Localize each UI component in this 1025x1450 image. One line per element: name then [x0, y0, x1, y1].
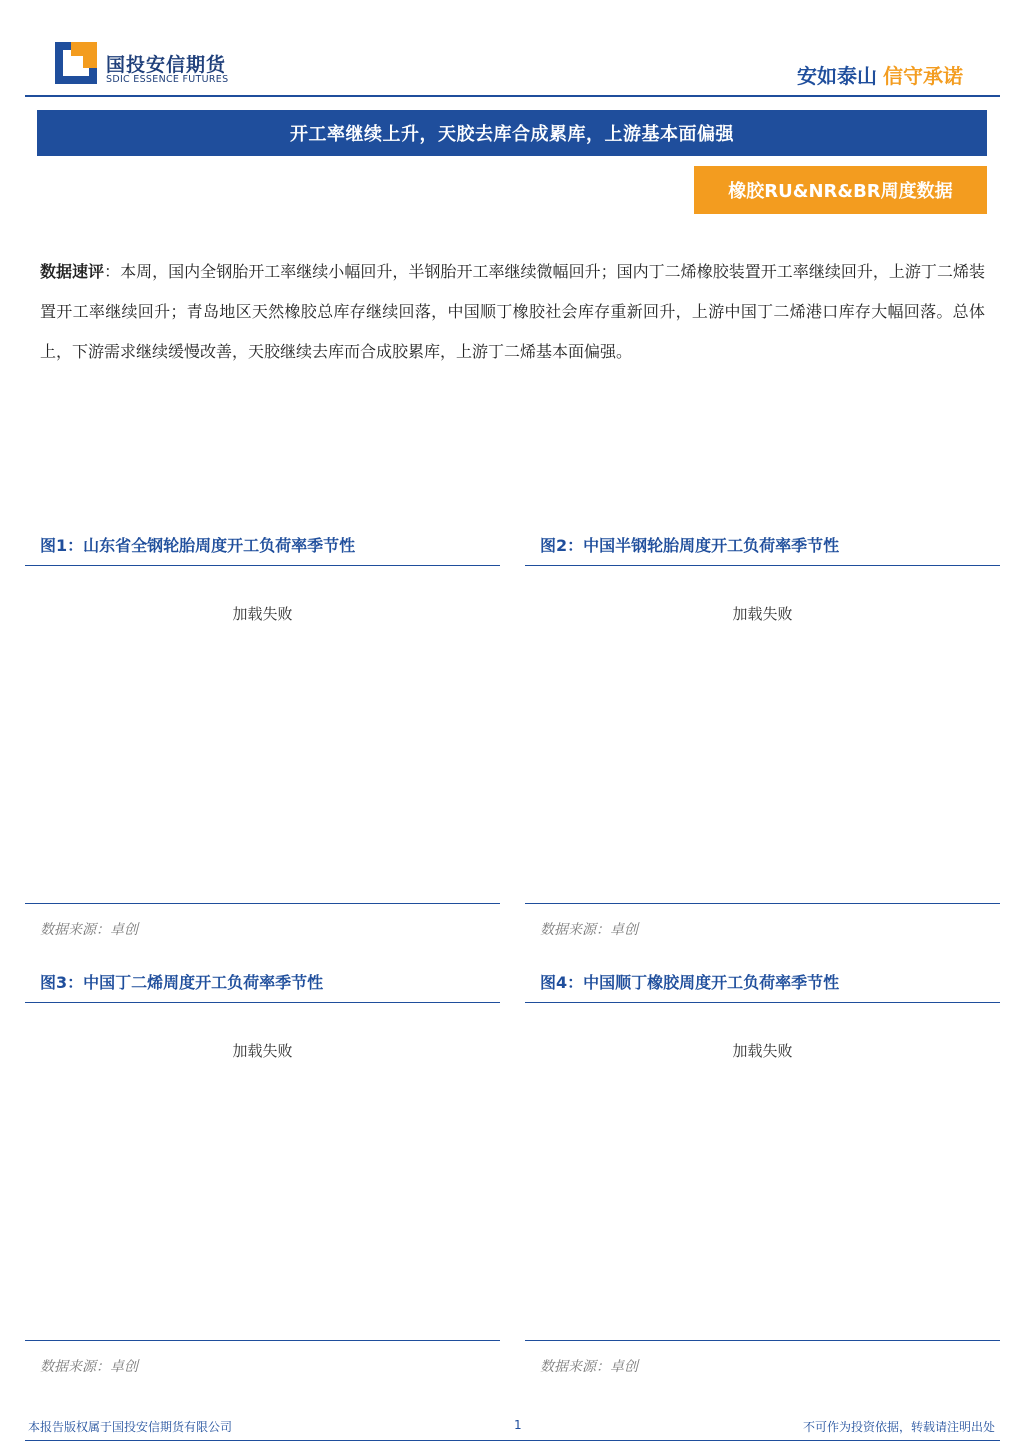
figure-top-rule: [25, 565, 500, 566]
brand-name-en: SDIC ESSENCE FUTURES: [106, 74, 229, 85]
company-logo: [55, 42, 97, 84]
report-title: 开工率继续上升，天胶去库合成累库，上游基本面偏强: [37, 110, 987, 156]
figure-bottom-rule: [25, 903, 500, 904]
footer-divider: [25, 1440, 1000, 1441]
figure-title: 图4：中国顺丁橡胶周度开工负荷率季节性: [540, 973, 840, 992]
summary-lead: 数据速评: [40, 262, 105, 281]
figure-source: 数据来源：卓创: [540, 1359, 638, 1375]
summary-paragraph: [40, 252, 985, 372]
figure-load-failed-text: 加载失败: [732, 605, 793, 623]
header-divider: [25, 95, 1000, 97]
figure-bottom-rule: [25, 1340, 500, 1341]
figure-source: 数据来源：卓创: [40, 922, 138, 938]
figure-top-rule: [525, 1002, 1000, 1003]
figure-source: 数据来源：卓创: [540, 922, 638, 938]
figure-top-rule: [525, 565, 1000, 566]
figure-title: 图3：中国丁二烯周度开工负荷率季节性: [40, 973, 324, 992]
figure-load-failed-text: 加载失败: [232, 605, 293, 623]
slogan: [797, 60, 963, 89]
footer-copyright: 本报告版权属于国投安信期货有限公司: [28, 1420, 233, 1434]
figure-load-failed-text: 加载失败: [732, 1042, 793, 1060]
figure-3: [25, 970, 500, 1390]
figure-bottom-rule: [525, 1340, 1000, 1341]
figure-title: 图2：中国半钢轮胎周度开工负荷率季节性: [540, 536, 840, 555]
report-category-tag: 橡胶RU&NR&BR周度数据: [694, 166, 987, 214]
footer-disclaimer: 不可作为投资依据，转载请注明出处: [802, 1420, 995, 1434]
figure-1: [25, 533, 500, 953]
figure-source: 数据来源：卓创: [40, 1359, 138, 1375]
brand-name-cn: 国投安信期货: [106, 54, 227, 76]
figure-bottom-rule: [525, 903, 1000, 904]
figure-2: [525, 533, 1000, 953]
slogan-part1: 安如泰山: [797, 64, 877, 88]
figure-4: [525, 970, 1000, 1390]
slogan-part2: 信守承诺: [883, 64, 963, 88]
summary-text: ：本周，国内全钢胎开工率继续小幅回升，半钢胎开工率继续微幅回升；国内丁二烯橡胶装置开工率继续回升，上游丁二烯装置开工率继续回升；青岛地区天然橡胶总库存继续回落，中国顺丁橡胶社会库存重新回升，上游中国丁二烯港口库存大幅回落。总体上，下游需求继续缓慢改善，天胶继续去库而合成胶累库，上游丁二烯基本面偏强。: [40, 262, 985, 361]
footer-page-number: 1: [514, 1418, 522, 1432]
figure-title: 图1：山东省全钢轮胎周度开工负荷率季节性: [40, 536, 356, 555]
figure-load-failed-text: 加载失败: [232, 1042, 293, 1060]
figure-top-rule: [25, 1002, 500, 1003]
